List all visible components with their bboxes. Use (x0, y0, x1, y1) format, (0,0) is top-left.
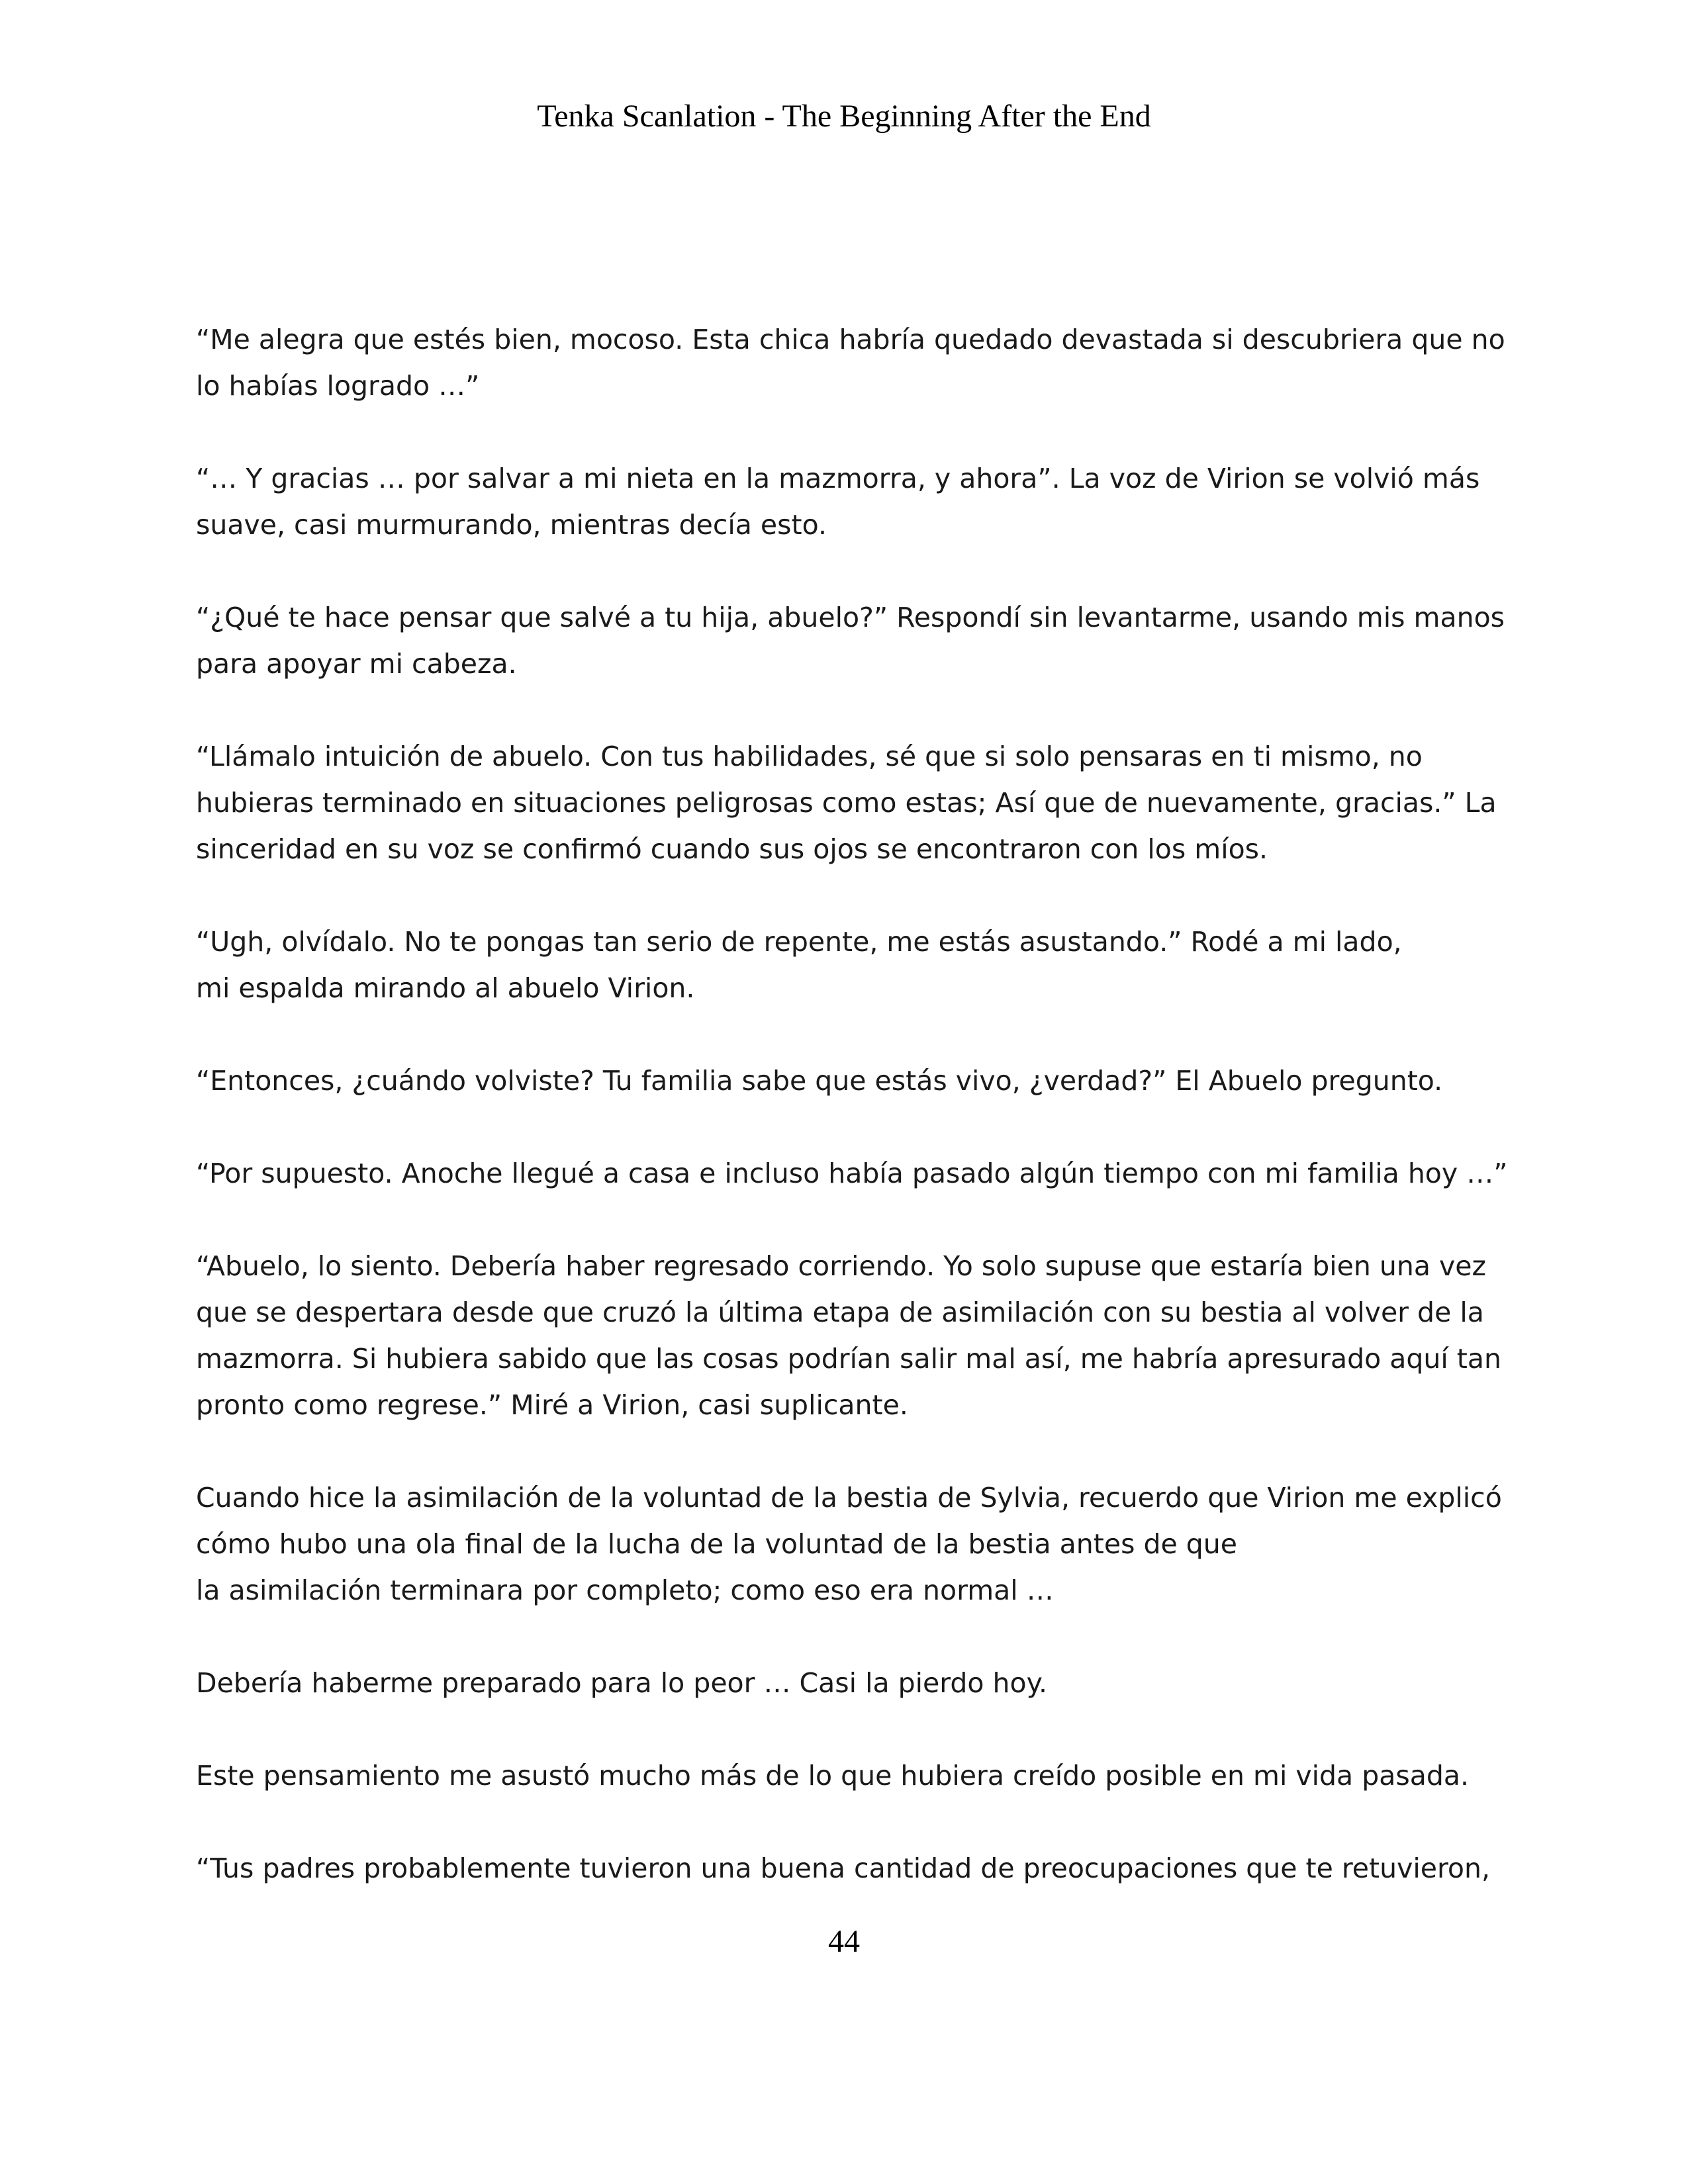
paragraph (196, 1475, 1502, 1614)
paragraph (196, 1845, 1493, 1891)
text-line: “Me alegra que estés bien, mocoso. Esta chica habría quedado devastada si descubriera que no (196, 324, 1505, 355)
text-line: cómo hubo una ola final de la lucha de la voluntad de la bestia antes de que (196, 1528, 1237, 1560)
paragraph (196, 1243, 1501, 1428)
text-line: “Por supuesto. Anoche llegué a casa e incluso había pasado algún tiempo con mi familia hoy …” (196, 1158, 1508, 1189)
paragraph (196, 1058, 1493, 1104)
paragraph (196, 455, 1493, 548)
paragraph (196, 1150, 1508, 1197)
text-line: Este pensamiento me asustó mucho más de lo que hubiera creído posible en mi vida pasada. (196, 1760, 1470, 1792)
page-number: 44 (828, 1924, 860, 1959)
page-header-title: Tenka Scanlation - The Beginning After the End (537, 99, 1151, 134)
text-line: “Ugh, olvídalo. No te pongas tan serio de repente, me estás asustando.” Rodé a mi lado, (196, 926, 1402, 958)
text-line: hubieras terminado en situaciones peligrosas como estas; Así que de nuevamente, gracias.” La (196, 787, 1497, 819)
text-line: la asimilación terminara por completo; como eso era normal … (196, 1574, 1054, 1606)
paragraph (196, 733, 1497, 872)
paragraph (196, 316, 1505, 409)
text-line: Cuando hice la asimilación de la voluntad de la bestia de Sylvia, recuerdo que Virion me explicó (196, 1482, 1502, 1514)
text-line: suave, casi murmurando, mientras decía esto. (196, 509, 827, 541)
text-line: “¿Qué te hace pensar que salvé a tu hija, abuelo?” Respondí sin levantarme, usando mis manos (196, 602, 1505, 633)
paragraph (196, 919, 1493, 1011)
paragraph (196, 1752, 1493, 1799)
text-line: lo habías logrado …” (196, 370, 480, 402)
text-line: “Llámalo intuición de abuelo. Con tus habilidades, sé que si solo pensaras en ti mismo, no (196, 741, 1423, 772)
text-line: “Abuelo, lo siento. Debería haber regresado corriendo. Yo solo supuse que estaría bien una vez (196, 1250, 1487, 1282)
text-line: sinceridad en su voz se confirmó cuando sus ojos se encontraron con los míos. (196, 833, 1268, 865)
text-line: Debería haberme preparado para lo peor … Casi la pierdo hoy. (196, 1667, 1048, 1699)
text-line: “Entonces, ¿cuándo volviste? Tu familia sabe que estás vivo, ¿verdad?” El Abuelo pregunto. (196, 1065, 1443, 1097)
text-line: mazmorra. Si hubiera sabido que las cosas podrían salir mal así, me habría apresurado aquí tan (196, 1343, 1501, 1375)
text-line: pronto como regrese.” Miré a Virion, casi suplicante. (196, 1389, 908, 1421)
body-text (196, 316, 1508, 1891)
paragraph (196, 594, 1505, 687)
text-line: “Tus padres probablemente tuvieron una buena cantidad de preocupaciones que te retuvieron, (196, 1852, 1491, 1884)
text-line: “… Y gracias … por salvar a mi nieta en la mazmorra, y ahora”. La voz de Virion se volvió más (196, 463, 1480, 494)
text-line: para apoyar mi cabeza. (196, 648, 517, 680)
text-line: mi espalda mirando al abuelo Virion. (196, 972, 695, 1004)
paragraph (196, 1660, 1493, 1706)
text-line: que se despertara desde que cruzó la última etapa de asimilación con su bestia al volver de la (196, 1297, 1484, 1328)
